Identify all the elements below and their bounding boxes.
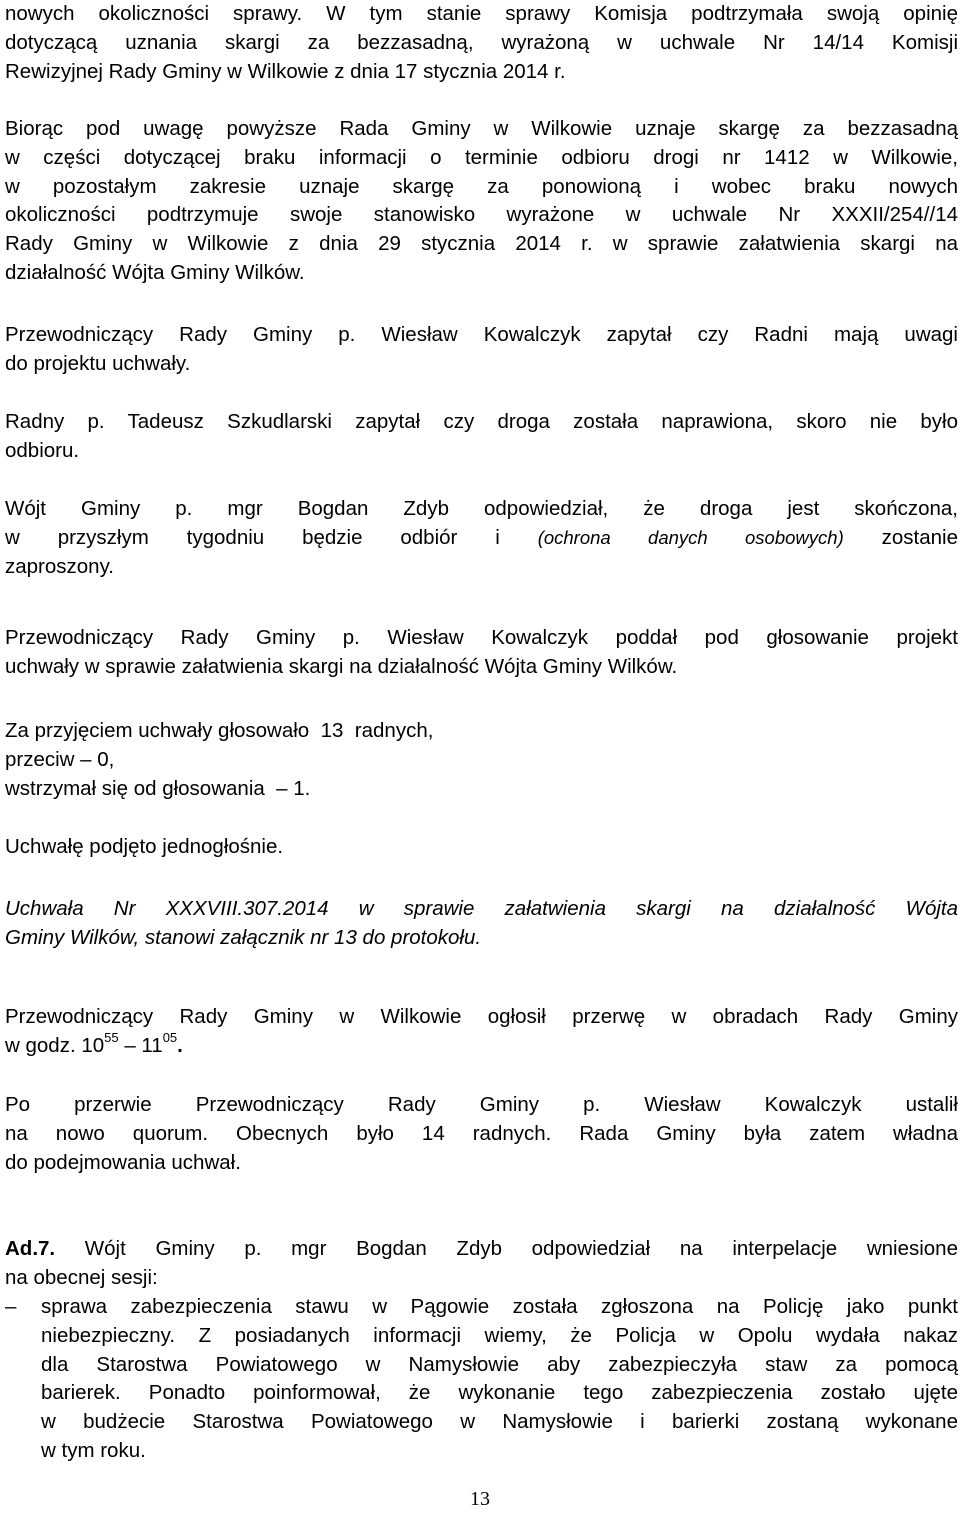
vote-results bbox=[5, 717, 958, 803]
text-segment: w godz. 10 bbox=[5, 1033, 105, 1057]
text-line: nowych okoliczności sprawy. W tym stanie sprawy Komisja podtrzymała swoją opinię bbox=[5, 2, 958, 25]
text-segment: zostanie bbox=[881, 525, 958, 549]
paragraph-councillor-question bbox=[5, 408, 958, 466]
text-line bbox=[5, 524, 958, 553]
text-line: uchwały w sprawie załatwienia skargi na działalność Wójta Gminy Wilków. bbox=[5, 654, 678, 678]
text-line bbox=[5, 1235, 958, 1264]
paragraph-chairman-question bbox=[5, 321, 958, 379]
paragraph-council-decision bbox=[5, 115, 958, 288]
text-line: Uchwałę podjęto jednogłośnie. bbox=[5, 835, 284, 858]
text-line: okoliczności podtrzymuje swoje stanowisko wyrażone w uchwale Nr XXXII/254//14 bbox=[5, 203, 958, 227]
paragraph-mayor-answer bbox=[5, 495, 958, 581]
text-line: na nowo quorum. Obecnych było 14 radnych. Rada Gminy była zatem władna bbox=[5, 1121, 958, 1145]
text-line: barierek. Ponadto poinformował, że wykonanie tego zabezpieczenia zostało ujęte bbox=[41, 1381, 958, 1405]
text-line: Biorąc pod uwagę powyższe Rada Gminy w Wilkowie uznaje skargę za bezzasadną bbox=[5, 117, 958, 140]
text-line: Radny p. Tadeusz Szkudlarski zapytał czy droga została naprawiona, skoro nie było bbox=[5, 410, 958, 433]
list-item bbox=[5, 1293, 958, 1466]
text-line: Wójt Gminy p. mgr Bogdan Zdyb odpowiedział, że droga jest skończona, bbox=[5, 497, 958, 520]
text-line: niebezpieczny. Z posiadanych informacji wiemy, że Policja w Opolu wydała nakaz bbox=[41, 1323, 958, 1347]
time-superscript: 05 bbox=[162, 1029, 178, 1045]
text-line: w tym roku. bbox=[41, 1438, 146, 1462]
text-line: w budżecie Starostwa Powiatowego w Namysłowie i barierki zostaną wykonane bbox=[41, 1410, 958, 1434]
paragraph-agenda-item-7 bbox=[5, 1235, 958, 1293]
text-line: do podejmowania uchwał. bbox=[5, 1150, 241, 1174]
text-line: w pozostałym zakresie uznaje skargę za ponowioną i wobec braku nowych bbox=[5, 174, 958, 198]
vote-for: Za przyjęciem uchwały głosowało 13 radnych, bbox=[5, 719, 434, 742]
text-segment: – 11 bbox=[118, 1033, 163, 1057]
text-segment: . bbox=[177, 1033, 183, 1057]
text-line: działalność Wójta Gminy Wilków. bbox=[5, 260, 305, 284]
text-line: Gminy Wilków, stanowi załącznik nr 13 do protokołu. bbox=[5, 925, 482, 949]
dash-bullet: – bbox=[5, 1295, 17, 1318]
text-line: Przewodniczący Rady Gminy w Wilkowie ogłosił przerwę w obradach Rady Gminy bbox=[5, 1005, 958, 1028]
redaction-note: (ochrona danych osobowych) bbox=[537, 526, 844, 548]
paragraph-break-announcement bbox=[5, 1003, 958, 1061]
paragraph-resolution-adopted bbox=[5, 833, 958, 862]
text-line: w części dotyczącej braku informacji o terminie odbioru drogi nr 1412 w Wilkowie, bbox=[5, 145, 958, 169]
vote-against: przeciw – 0, bbox=[5, 747, 115, 771]
time-superscript: 55 bbox=[104, 1029, 119, 1045]
text-line: Uchwała Nr XXXVIII.307.2014 w sprawie załatwienia skargi na działalność Wójta bbox=[5, 897, 958, 920]
text-line: Rady Gminy w Wilkowie z dnia 29 stycznia 2014 r. w sprawie załatwienia skargi na bbox=[5, 232, 958, 256]
text-line: na obecnej sesji: bbox=[5, 1265, 158, 1289]
agenda-item-label: Ad.7. bbox=[5, 1237, 56, 1260]
text-line: Przewodniczący Rady Gminy p. Wiesław Kowalczyk poddał pod głosowanie projekt bbox=[5, 626, 958, 649]
page-number: 13 bbox=[470, 1488, 490, 1510]
paragraph-vote-call bbox=[5, 624, 958, 682]
text-line: sprawa zabezpieczenia stawu w Pągowie została zgłoszona na Policję jako punkt bbox=[41, 1295, 958, 1318]
text-segment: Wójt Gminy p. mgr Bogdan Zdyb odpowiedział na interpelacje wniesione bbox=[55, 1237, 958, 1260]
text-line bbox=[5, 1029, 958, 1061]
paragraph-quorum bbox=[5, 1091, 958, 1177]
paragraph-resolution-reference bbox=[5, 895, 958, 953]
text-line: odbioru. bbox=[5, 438, 80, 462]
text-segment: w przyszłym tygodniu będzie odbiór i bbox=[5, 525, 500, 549]
text-line: dla Starostwa Powiatowego w Namysłowie aby zabezpieczyła staw za pomocą bbox=[41, 1352, 958, 1376]
text-line: Przewodniczący Rady Gminy p. Wiesław Kowalczyk zapytał czy Radni mają uwagi bbox=[5, 323, 958, 346]
text-line: Po przerwie Przewodniczący Rady Gminy p. Wiesław Kowalczyk ustalił bbox=[5, 1093, 958, 1116]
text-line: zaproszony. bbox=[5, 554, 115, 578]
vote-abstain: wstrzymał się od głosowania – 1. bbox=[5, 776, 311, 800]
text-line: Rewizyjnej Rady Gminy w Wilkowie z dnia 17 stycznia 2014 r. bbox=[5, 59, 566, 83]
paragraph-commission-opinion bbox=[5, 0, 958, 86]
text-line: do projektu uchwały. bbox=[5, 351, 191, 375]
text-line: dotyczącą uznania skargi za bezzasadną, wyrażoną w uchwale Nr 14/14 Komisji bbox=[5, 30, 958, 54]
